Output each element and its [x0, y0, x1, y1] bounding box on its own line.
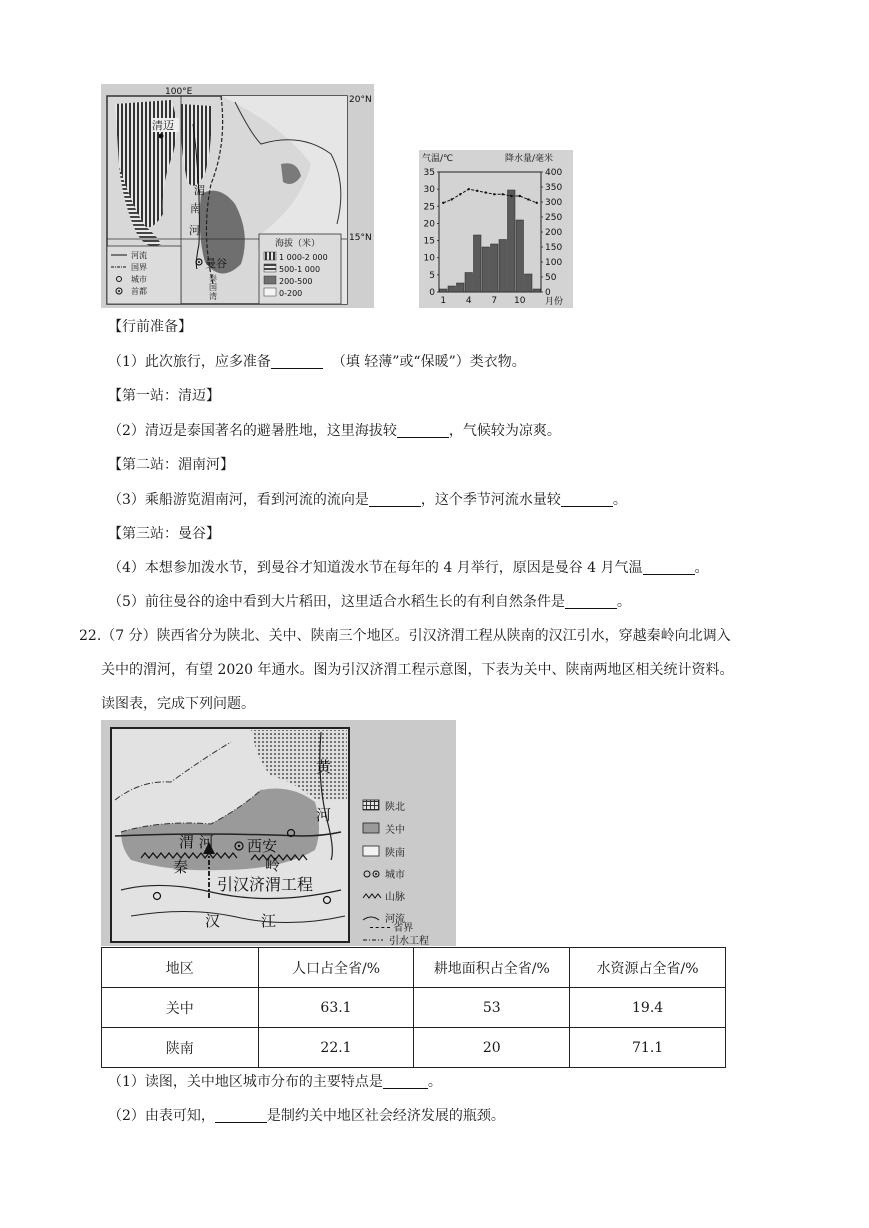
q22-2-after: 是制约关中地区社会经济发展的瓶颈。	[266, 1108, 505, 1124]
legend-river: 河流	[131, 251, 147, 260]
q22-1-answer-blank[interactable]	[383, 1074, 428, 1089]
elev-level-3: 200-500	[279, 277, 313, 286]
x-axis-suffix: 月份	[545, 297, 564, 307]
precip-bar	[491, 244, 499, 292]
precip-bar	[508, 190, 516, 292]
shaanxi-map-svg	[101, 720, 456, 946]
temperature-point	[485, 191, 487, 193]
table-header-row	[102, 948, 726, 988]
bangkok-label: 曼谷	[205, 257, 227, 270]
q21-1-answer-blank[interactable]	[271, 354, 323, 369]
q21-3-after: 。	[612, 492, 627, 508]
ling-label: 岭	[265, 856, 281, 874]
legend-border: 国界	[131, 263, 147, 272]
wei-river-label: 渭 河	[179, 833, 214, 851]
q22-1	[108, 1072, 442, 1092]
temperature-point	[451, 198, 453, 200]
precip-bar	[440, 289, 448, 292]
temperature-point	[527, 198, 529, 200]
cell-water: 19.4	[570, 988, 726, 1028]
thailand-topographic-map	[101, 84, 374, 308]
temp-tick-label: 20	[423, 219, 435, 230]
stop1-heading: 【第一站：清迈】	[108, 388, 220, 404]
gulf-char-3: 湾	[209, 292, 217, 301]
cell-water: 71.1	[570, 1028, 726, 1068]
q21-2-answer-blank[interactable]	[397, 423, 449, 438]
elev-level-2: 500-1 000	[279, 265, 321, 274]
precip-axis-title: 降水量/毫米	[505, 154, 554, 164]
legend-shaannan: 陕南	[385, 848, 405, 859]
q21-5-after: 。	[616, 594, 631, 610]
legend-river: 河流	[385, 914, 405, 925]
temp-tick-label: 5	[429, 270, 435, 281]
q22-2-answer-blank[interactable]	[215, 1108, 267, 1123]
cell-farmland: 53	[414, 988, 570, 1028]
q21-2	[108, 421, 561, 441]
river-char-1: 湄	[194, 184, 205, 197]
q22-2-before: （2）由表可知，	[108, 1108, 215, 1124]
temp-tick-label: 30	[423, 185, 435, 196]
temperature-point	[510, 195, 512, 197]
precip-bar	[499, 240, 507, 293]
temperature-point	[493, 193, 495, 195]
temperature-point	[459, 193, 461, 195]
cell-farmland: 20	[414, 1028, 570, 1068]
precip-bar	[516, 220, 524, 292]
precip-tick-label: 50	[545, 273, 557, 283]
temperature-point	[442, 202, 444, 204]
q21-1-before: （1）此次旅行，应多准备	[108, 354, 271, 370]
precip-tick-label: 400	[545, 168, 563, 178]
gulf-char-2: 国	[209, 283, 217, 292]
legend-province-border-label: 省界	[393, 923, 414, 934]
table-row	[102, 988, 726, 1028]
q21-2-after: ，气候较为凉爽。	[448, 423, 561, 439]
q21-4-answer-blank[interactable]	[643, 560, 695, 575]
q22-1-after: 。	[427, 1074, 442, 1090]
legend-city: 城市	[131, 275, 147, 284]
temp-tick-label: 25	[423, 202, 435, 213]
elev-level-1: 1 000-2 000	[279, 253, 328, 262]
qin-label: 秦	[173, 858, 189, 876]
precip-tick-label: 100	[545, 258, 563, 268]
q21-1	[108, 352, 526, 372]
chiangmai-label: 清迈	[152, 119, 174, 132]
month-tick-label: 1	[440, 296, 447, 306]
legend-diversion: 引水工程	[389, 936, 429, 946]
temp-tick-label: 10	[423, 253, 435, 264]
jiang-label: 江	[261, 912, 277, 930]
month-tick-label: 10	[514, 296, 526, 306]
th-population: 人口占全省/%	[258, 948, 414, 988]
cell-region: 陕南	[102, 1028, 259, 1068]
legend-mountain: 山脉	[385, 892, 405, 903]
stop2-heading: 【第二站：湄南河】	[108, 457, 234, 473]
temp-axis-title: 气温/℃	[422, 154, 454, 164]
q21-3-answer-blank-1[interactable]	[369, 492, 421, 507]
legend-province-border	[370, 922, 413, 936]
cell-population: 22.1	[258, 1028, 414, 1068]
q22-intro-line-3: 读图表，完成下列问题。	[101, 696, 255, 712]
q21-5-before: （5）前往曼谷的途中看到大片稻田，这里适合水稻生长的有利自然条件是	[108, 594, 565, 610]
q21-4-after: 。	[694, 560, 709, 576]
river-char-3: 河	[189, 224, 200, 237]
temp-tick-label: 15	[423, 236, 435, 247]
q21-1-after: （填 轻薄”或“保暖”）类衣物。	[331, 354, 526, 370]
climate-chart	[419, 150, 573, 308]
th-farmland: 耕地面积占全省/%	[414, 948, 570, 988]
precip-tick-label: 350	[545, 183, 563, 193]
cell-region: 关中	[102, 988, 259, 1028]
xian-label: 西安	[247, 837, 278, 855]
q22-intro-line-2: 关中的渭河，有望 2020 年通水。图为引汉济渭工程示意图，下表为关中、陕南两地区相关统计资料。	[101, 662, 734, 678]
precip-bar	[457, 283, 465, 292]
latitude-15-label: 15°N	[349, 233, 372, 243]
temp-tick-label: 0	[429, 288, 435, 298]
shaanxi-water-diversion-map	[101, 720, 456, 946]
han-label: 汉	[205, 912, 221, 930]
q21-3	[108, 490, 627, 510]
huang-label: 黄	[316, 758, 332, 776]
temperature-line	[443, 189, 537, 203]
thailand-map-svg	[101, 84, 374, 308]
elevation-legend-title: 海拔（米）	[275, 239, 321, 249]
q21-5-answer-blank[interactable]	[565, 594, 617, 609]
precip-tick-label: 150	[545, 243, 563, 253]
chiangmai-city-dot	[159, 134, 164, 139]
precip-bar	[474, 235, 482, 292]
project-label: 引汉济渭工程	[217, 875, 314, 894]
th-region: 地区	[102, 948, 259, 988]
temperature-point	[468, 188, 470, 190]
temperature-point	[476, 190, 478, 192]
q21-4-before: （4）本想参加泼水节，到曼谷才知道泼水节在每年的 4 月举行，原因是曼谷 4 月气温	[108, 560, 643, 576]
q21-3-before: （3）乘船游览湄南河，看到河流的流向是	[108, 492, 369, 508]
prep-heading: 【行前准备】	[108, 319, 192, 335]
temperature-point	[519, 195, 521, 197]
he-label: 河	[316, 806, 332, 824]
q21-3-middle: ，这个季节河流水量较	[420, 492, 561, 508]
precip-bar	[448, 286, 456, 292]
table-row	[102, 1028, 726, 1068]
longitude-label: 100°E	[165, 87, 193, 97]
q21-3-answer-blank-2[interactable]	[561, 492, 613, 507]
shaanxi-stats-table	[101, 947, 726, 1068]
q21-5	[108, 592, 631, 612]
q21-4	[108, 558, 709, 578]
precip-bar	[465, 273, 473, 293]
legend-shaanbei: 陕北	[385, 802, 405, 813]
climate-chart-svg	[419, 150, 573, 308]
q22-1-before: （1）读图，关中地区城市分布的主要特点是	[108, 1074, 383, 1090]
river-char-2: 南	[190, 202, 201, 215]
precip-bar	[482, 247, 490, 292]
cell-population: 63.1	[258, 988, 414, 1028]
q22-intro-line-1: 22.（7 分）陕西省分为陕北、关中、陕南三个地区。引汉济渭工程从陕南的汉江引水，穿越秦岭向北调入	[79, 628, 731, 644]
latitude-20-label: 20°N	[349, 95, 372, 105]
legend-guanzhong: 关中	[385, 825, 405, 836]
precip-bar	[525, 274, 533, 292]
temperature-point	[502, 193, 504, 195]
q21-2-before: （2）清迈是泰国著名的避暑胜地，这里海拔较	[108, 423, 397, 439]
month-tick-label: 4	[465, 296, 472, 306]
precip-tick-label: 250	[545, 213, 563, 223]
precip-tick-label: 300	[545, 198, 563, 208]
temp-tick-label: 35	[423, 168, 435, 178]
temperature-point	[536, 202, 538, 204]
legend-city: 城市	[385, 870, 405, 881]
stop3-heading: 【第三站：曼谷】	[108, 526, 220, 542]
th-water: 水资源占全省/%	[570, 948, 726, 988]
precip-tick-label: 0	[545, 288, 551, 298]
gulf-char-1: 泰	[209, 274, 217, 283]
q22-2	[108, 1106, 505, 1126]
month-tick-label: 7	[491, 296, 498, 306]
precip-bar	[533, 289, 541, 292]
precip-tick-label: 200	[545, 228, 563, 238]
elev-level-4: 0-200	[279, 289, 303, 298]
legend-capital: 首都	[131, 287, 147, 296]
